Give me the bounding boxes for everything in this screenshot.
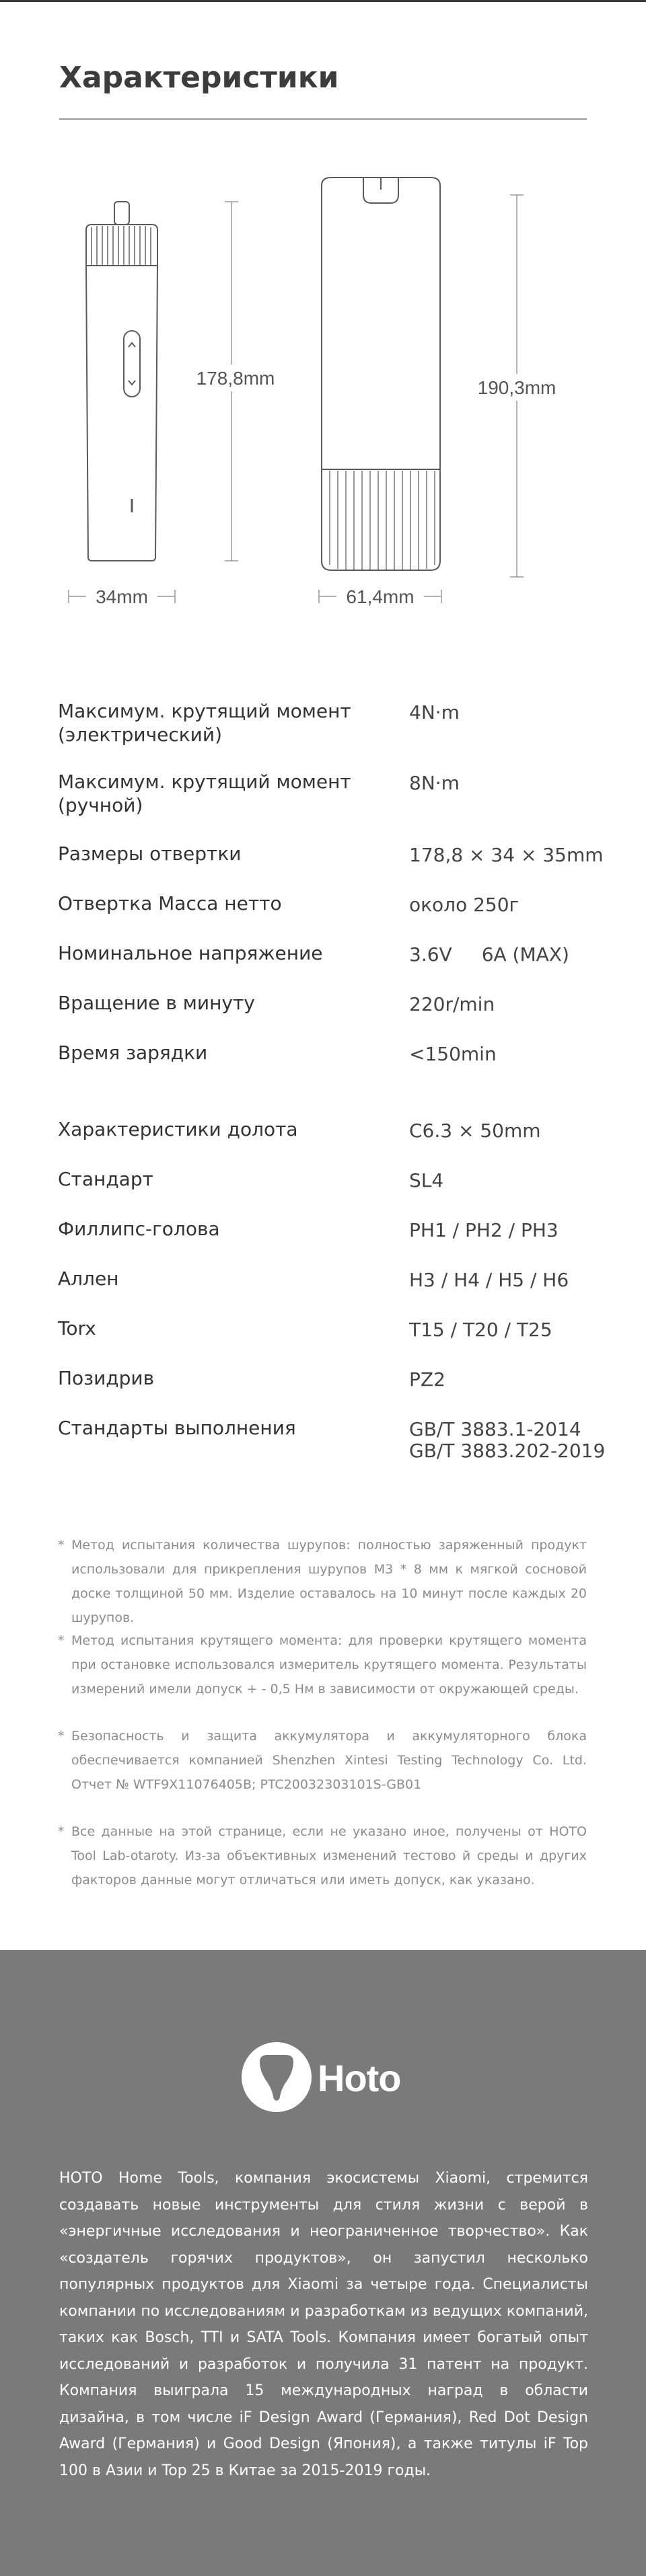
footnote: [58, 1724, 587, 1797]
spec-label: Максимум. крутящий момент (ручной): [58, 771, 351, 816]
company-description: HOTO Home Tools, компания экосистемы Xiaomi, стремится создавать новые инструменты для стиля жизни с верой в «энергичные исследования и неограниченное творчество». Как «создатель горячих продуктов», он запустил несколько популярных продуктов для Xiaomi за четыре года. Специалисты компании по исследованиям и разработкам из ведущих компаний, таких как Bosch, TTI и SATA Tools. Компания имеет богатый опыт исследований и разработок и получила 31 патент на продукт. Компания выиграла 15 международных наград в области дизайна, в том числе iF Design Award (Германия), Red Dot Design Award (Германия) и Good Design (Япония), а также титулы iF Top 100 в Азии и Top 25 в Китае за 2015-2019 годы.: [59, 2170, 588, 2479]
spec-label: Стандарт: [58, 1168, 153, 1190]
spec-value: C6.3 × 50mm: [409, 1120, 541, 1142]
spec-value: <150min: [409, 1043, 497, 1065]
brand-footer: [0, 1950, 646, 2576]
logo-wordmark: Hoto: [318, 2057, 401, 2099]
spec-label: Стандарты выполнения: [58, 1417, 296, 1439]
voltage-value: 3.6V: [409, 943, 452, 966]
bullet-icon: *: [58, 1633, 65, 1648]
spec-value: 4N·m: [409, 701, 460, 724]
case-illustration: [322, 178, 440, 570]
spec-label: Филлипс-голова: [58, 1218, 220, 1240]
top-divider: [0, 0, 646, 2]
standard-value-2: GB/T 3883.202-2019: [409, 1440, 606, 1462]
spec-label: Torx: [58, 1317, 96, 1339]
spec-value: 8N·m: [409, 772, 460, 794]
dimensions-diagram: [0, 155, 646, 625]
screwdriver-illustration: [86, 202, 157, 561]
spec-label: Характеристики долота: [58, 1118, 298, 1140]
footnote-text: Безопасность и защита аккумулятора и аккумуляторного блока обеспечивается компанией Shenzhen Xintesi Testing Technology Co. Ltd. Отчет № WTF9X11076405B; PTC20032303101S-GB01: [71, 1729, 587, 1792]
spec-label: Аллен: [58, 1267, 119, 1290]
spec-label: Позидрив: [58, 1367, 155, 1389]
section-title: Характеристики: [59, 61, 339, 95]
hoto-logo: [241, 2041, 409, 2115]
spec-value: 220r/min: [409, 993, 495, 1015]
footnote-text: Все данные на этой странице, если не указано иное, получены от HOTO Tool Lab-otaroty. Из-за объективных изменений тестово й среды и других факторов данные могут отличаться или иметь допуск, как указано.: [71, 1824, 587, 1887]
spec-value: PH1 / PH2 / PH3: [409, 1219, 559, 1241]
spec-value: SL4: [409, 1169, 444, 1192]
spec-value: 178,8 × 34 × 35mm: [409, 844, 604, 866]
case-width-label: 61,4mm: [346, 586, 415, 607]
hoto-logo-icon: [241, 2041, 312, 2113]
current-value: 6A (MAX): [481, 943, 569, 966]
footnote: [58, 1629, 587, 1701]
bullet-icon: *: [58, 1729, 65, 1744]
spec-label: Время зарядки: [58, 1042, 208, 1064]
footnote-text: Метод испытания количества шурупов: полностью заряженный продукт использовали для прикрепления шурупов M3 * 8 мм к мягкой сосновой доске толщиной 50 мм. Изделие оставалось на 10 минут после каждых 20 шурупов.: [71, 1538, 587, 1625]
bullet-icon: *: [58, 1538, 65, 1553]
spec-label: Номинальное напряжение: [58, 942, 323, 964]
standard-value-1: GB/T 3883.1-2014: [409, 1418, 581, 1440]
spec-value: [409, 944, 624, 966]
title-divider: [59, 118, 587, 120]
spec-value: PZ2: [409, 1368, 445, 1391]
footnote-text: Метод испытания крутящего момента: для проверки крутящего момента при остановке использовался измеритель крутящего момента. Результаты измерений имели допуск + - 0,5 Нм в зависимости от окружающей среды.: [71, 1633, 587, 1696]
screwdriver-height-label: 178,8mm: [196, 368, 275, 389]
screwdriver-width-label: 34mm: [96, 586, 148, 607]
footnote: [58, 1533, 587, 1630]
bullet-icon: *: [58, 1824, 65, 1839]
case-height-label: 190,3mm: [477, 377, 557, 398]
spec-value: [409, 1419, 624, 1462]
spec-label: Вращение в минуту: [58, 992, 255, 1014]
spec-value: T15 / T20 / T25: [409, 1319, 552, 1341]
spec-label: Размеры отвертки: [58, 843, 242, 865]
footnote: [58, 1820, 587, 1892]
spec-label: Отвертка Масса нетто: [58, 892, 282, 914]
spec-value: около 250г: [409, 894, 519, 916]
spec-label: Максимум. крутящий момент (электрический): [58, 700, 351, 746]
spec-value: H3 / H4 / H5 / H6: [409, 1269, 569, 1291]
